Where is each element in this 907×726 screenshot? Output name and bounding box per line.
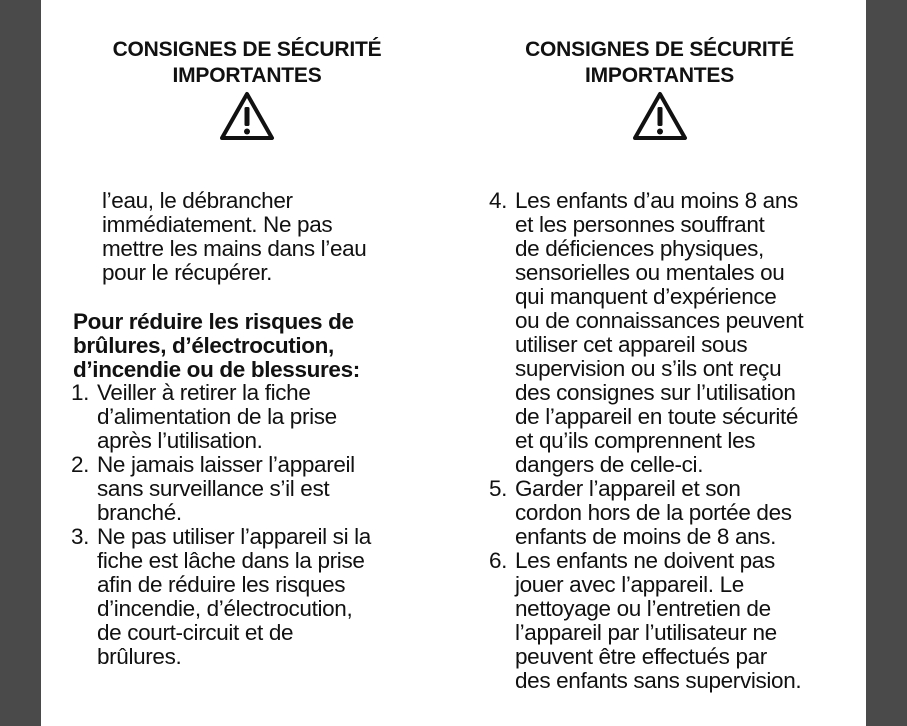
item-number: 1.: [71, 380, 90, 405]
warning-triangle-icon: [219, 90, 275, 142]
list-item: [489, 477, 839, 549]
risk-subheading: [73, 310, 433, 382]
heading-line-2: IMPORTANTES: [172, 64, 322, 87]
safety-list-left: [71, 381, 411, 669]
continuation-line: pour le récupérer.: [102, 260, 273, 285]
item-line: des consignes sur l’utilisation: [515, 380, 796, 405]
item-line: fiche est lâche dans la prise: [97, 548, 365, 573]
item-line: branché.: [97, 500, 182, 525]
subheading-line: brûlures, d’électrocution,: [73, 333, 334, 358]
item-number: 4.: [489, 188, 508, 213]
item-line: Les enfants d’au moins 8 ans: [515, 188, 798, 213]
safety-heading: [41, 37, 453, 89]
continuation-text: [102, 189, 442, 285]
item-line: Ne pas utiliser l’appareil si la: [97, 524, 371, 549]
warning-triangle-icon: [632, 90, 688, 142]
item-line: Les enfants ne doivent pas: [515, 548, 775, 573]
list-item: [71, 381, 411, 453]
item-line: enfants de moins de 8 ans.: [515, 524, 777, 549]
subheading-line: d’incendie ou de blessures:: [73, 357, 360, 382]
subheading-line: Pour réduire les risques de: [73, 309, 354, 334]
list-item: [71, 525, 411, 669]
item-line: brûlures.: [97, 644, 182, 669]
item-line: d’alimentation de la prise: [97, 404, 337, 429]
item-line: ou de connaissances peuvent: [515, 308, 804, 333]
list-item: [489, 189, 839, 477]
item-line: après l’utilisation.: [97, 428, 263, 453]
item-line: utiliser cet appareil sous: [515, 332, 748, 357]
heading-line-1: CONSIGNES DE SÉCURITÉ: [525, 38, 794, 61]
item-line: nettoyage ou l’entretien de: [515, 596, 771, 621]
item-line: dangers de celle-ci.: [515, 452, 704, 477]
item-line: Veiller à retirer la fiche: [97, 380, 311, 405]
list-item: [71, 453, 411, 525]
item-line: cordon hors de la portée des: [515, 500, 792, 525]
item-line: de déficiences physiques,: [515, 236, 764, 261]
item-line: de court-circuit et de: [97, 620, 294, 645]
item-line: peuvent être effectués par: [515, 644, 767, 669]
item-line: Ne jamais laisser l’appareil: [97, 452, 355, 477]
item-line: sensorielles ou mentales ou: [515, 260, 785, 285]
left-column: [41, 0, 453, 726]
item-number: 5.: [489, 476, 508, 501]
item-line: supervision ou s’ils ont reçu: [515, 356, 782, 381]
item-number: 6.: [489, 548, 508, 573]
continuation-line: immédiatement. Ne pas: [102, 212, 333, 237]
heading-line-1: CONSIGNES DE SÉCURITÉ: [112, 38, 382, 61]
item-line: l’appareil par l’utilisateur ne: [515, 620, 777, 645]
right-column: [453, 0, 866, 726]
item-line: d’incendie, d’électrocution,: [97, 596, 353, 621]
item-line: et les personnes souffrant: [515, 212, 765, 237]
item-line: afin de réduire les risques: [97, 572, 346, 597]
item-line: jouer avec l’appareil. Le: [515, 572, 744, 597]
list-item: [489, 549, 839, 693]
item-number: 2.: [71, 452, 90, 477]
item-line: de l’appareil en toute sécurité: [515, 404, 799, 429]
continuation-line: l’eau, le débrancher: [102, 188, 293, 213]
item-line: qui manquent d’expérience: [515, 284, 777, 309]
item-number: 3.: [71, 524, 90, 549]
item-line: et qu’ils comprennent les: [515, 428, 756, 453]
item-line: Garder l’appareil et son: [515, 476, 741, 501]
document-page: [41, 0, 866, 726]
heading-line-2: IMPORTANTES: [584, 64, 735, 87]
continuation-line: mettre les mains dans l’eau: [102, 236, 367, 261]
safety-list-right: [489, 189, 839, 693]
item-line: sans surveillance s’il est: [97, 476, 330, 501]
safety-heading: [453, 37, 866, 89]
item-line: des enfants sans supervision.: [515, 668, 802, 693]
